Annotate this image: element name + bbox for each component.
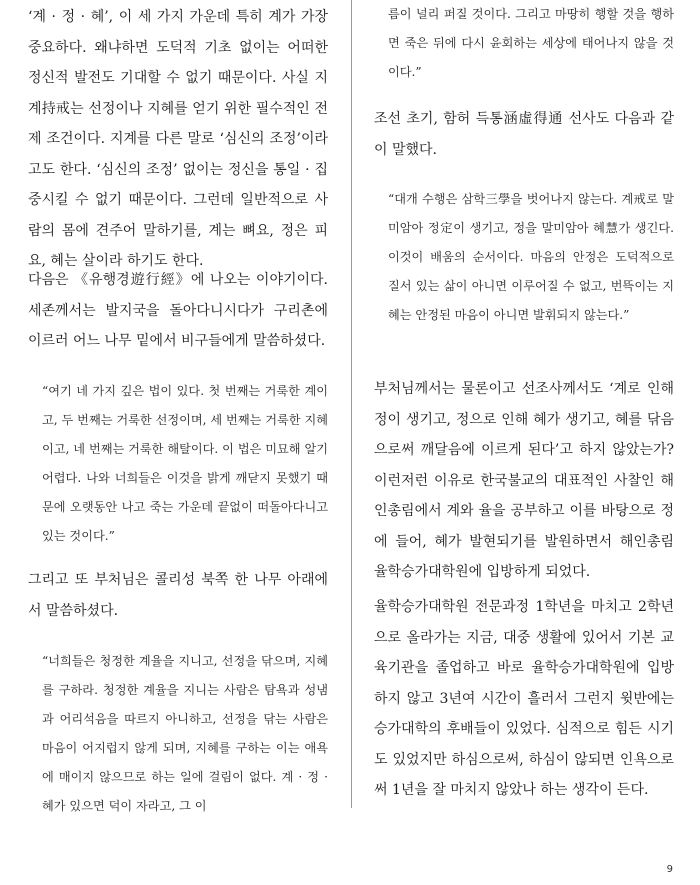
- left-quote-four-dharmas: “여기 네 가지 깊은 법이 있다. 첫 번째는 거룩한 계이고, 두 번째는 거룩한 선정이며, 세 번째는 거룩한 지혜이고, 네 번째는 거룩한 해탈이다. 이 법은 미묘해 알기 어렵다. 나와 너희들은 이것을 밝게 깨닫지 못했기 때문에 오랫동안 나고 죽는 가운데 끝없이 떠돌아다니고 있는 것이다.”: [42, 384, 328, 543]
- left-paragraph-koliya: 그리고 또 부처님은 콜리성 북쪽 한 나무 아래에서 말씀하셨다.: [28, 572, 328, 619]
- right-quote-continued: 름이 널리 퍼질 것이다. 그리고 마땅히 행할 것을 행하면 죽은 뒤에 다시 윤회하는 세상에 태어나지 않을 것이다.”: [388, 7, 674, 79]
- column-divider: [351, 0, 352, 808]
- left-paragraph-precepts: ‘계 · 정 · 혜’, 이 세 가지 가운데 특히 계가 가장 중요하다. 왜냐하면 도덕적 기초 없이는 어떠한 정신적 발전도 기대할 수 없기 때문이다. 사실 지계持戒는 선정이나 지혜를 얻기 위한 필수적인 전제 조건이다. 지계를 다른 말로 ‘심신의 조정’이라고도 한다. ‘심신의 조정’ 없이는 정신을 통일 · 집중시킬 수 없기 때문이다. 그런데 일반적으로 사람의 몸에 견주어 말하기를, 계는 뼈요, 정은 피요, 혜는 살이라 하기도 한다.: [28, 9, 328, 269]
- right-paragraph-haein: 부처님께서는 물론이고 선조사께서도 ‘계로 인해 정이 생기고, 정으로 인해 혜가 생기고, 혜를 닦음으로써 깨달음에 이르게 된다’고 하지 않았는가? 이런저런 이유로 한국불교의 대표적인 사찰인 해인총림에서 계와 율을 공부하고 이를 바탕으로 정에 들어, 혜가 발현되기를 발원하면서 해인총림 율학승가대학원에 입방하게 되었다.: [374, 381, 674, 580]
- page-number: 9: [666, 864, 673, 875]
- right-paragraph-hamheo: 조선 초기, 함허 득통涵虛得通 선사도 다음과 같이 말했다.: [374, 111, 674, 158]
- left-quote-pure-precepts: “너희들은 청정한 계율을 지니고, 선정을 닦으며, 지혜를 구하라. 청정한 계율을 지니는 사람은 탐욕과 성냄과 어리석음을 따르지 아니하고, 선정을 닦는 사람은 마음이 어지럽지 않게 되며, 지혜를 구하는 이는 애욕에 매이지 않으므로 하는 일에 걸림이 없다. 계 · 정 · 혜가 있으면 덕이 자라고, 그 이: [42, 654, 328, 813]
- left-paragraph-yuhaenggyeong: 다음은 《유행경遊行經》에 나오는 이야기이다. 세존께서는 발지국을 돌아다니시다가 구리촌에 이르러 어느 나무 밑에서 비구들에게 말씀하셨다.: [28, 272, 328, 349]
- right-quote-three-learnings: “대개 수행은 삼학三學을 벗어나지 않는다. 계戒로 말미암아 정定이 생기고, 정을 말미암아 혜慧가 생긴다. 이것이 배움의 순서이다. 마음의 안정은 도덕적으로 질서 있는 삶이 아니면 이루어질 수 없고, 번뜩이는 지혜는 안정된 마음이 아니면 발휘되지 않는다.”: [388, 192, 674, 322]
- right-paragraph-vinaya-school: 율학승가대학원 전문과정 1학년을 마치고 2학년으로 올라가는 지금, 대중 생활에 있어서 기본 교육기관을 졸업하고 바로 율학승가대학원에 입방하지 않고 3년여 시간이 흘러서 그런지 윗반에는 승가대학의 후배들이 있었다. 심적으로 힘든 시기도 있었지만 하심으로써, 하심이 않되면 인욕으로써 1년을 잘 마치지 않았나 하는 생각이 든다.: [374, 599, 674, 798]
